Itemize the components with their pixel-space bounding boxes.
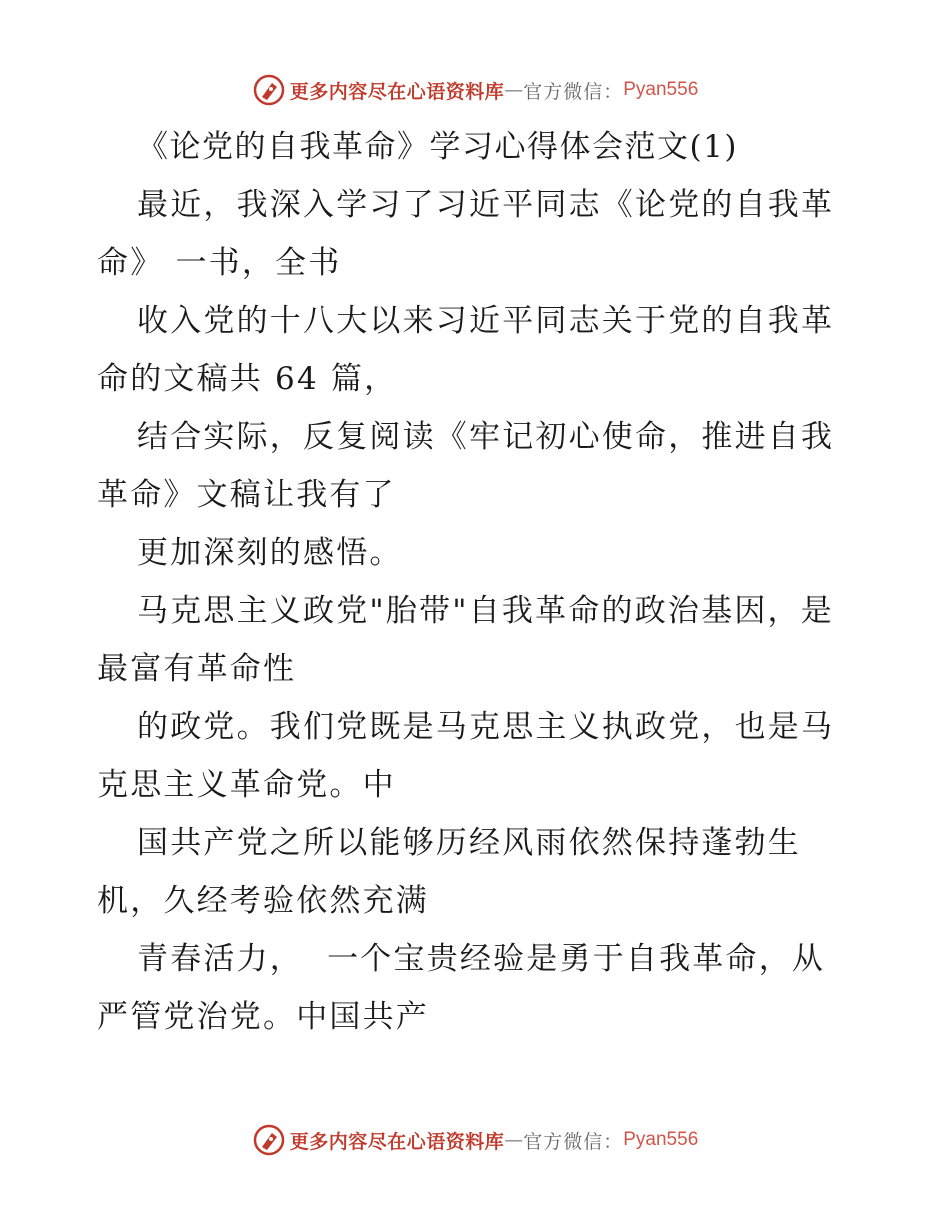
paragraph-line: 最富有革命性 [97, 651, 297, 687]
footer-watermark [0, 1120, 950, 1160]
paragraph-line: 的政党。我们党既是马克思主义执政党，也是马 [137, 709, 835, 745]
watermark-label: 官方微信： [523, 1130, 624, 1153]
watermark-separator: — [504, 79, 524, 101]
paragraph-line: 结合实际，反复阅读《牢记初心使命，推进自我 [137, 419, 835, 455]
paragraph-line: 命的文稿共 64 篇， [97, 361, 398, 397]
paragraph-line: 更加深刻的感悟。 [137, 535, 403, 571]
watermark-brand: 更多内容尽在心语资料库 [289, 80, 505, 103]
paragraph-line: 机，久经考验依然充满 [97, 883, 429, 919]
paragraph-line: 国共产党之所以能够历经风雨依然保持蓬勃生 [137, 825, 801, 861]
watermark-wechat-id: Pyan556 [623, 79, 699, 100]
paragraph-line: 最近，我深入学习了习近平同志《论党的自我革 [137, 187, 835, 223]
document-body [97, 118, 857, 1046]
paragraph-line: 命》 一书，全书 [97, 245, 342, 281]
pen-nib-logo-icon [252, 1123, 286, 1157]
watermark-brand: 更多内容尽在心语资料库 [289, 1130, 505, 1153]
watermark-separator: — [504, 1129, 524, 1151]
paragraph-line: 马克思主义政党"胎带"自我革命的政治基因，是 [137, 593, 834, 629]
pen-nib-logo-icon [252, 73, 286, 107]
watermark-label: 官方微信： [523, 80, 624, 103]
paragraph-line: 收入党的十八大以来习近平同志关于党的自我革 [137, 303, 835, 339]
watermark-wechat-id: Pyan556 [623, 1129, 699, 1150]
document-title: 《论党的自我革命》学习心得体会范文(1) [137, 129, 738, 165]
paragraph-line: 青春活力， 一个宝贵经验是勇于自我革命，从 [137, 941, 826, 977]
header-watermark [0, 70, 950, 110]
paragraph-line: 克思主义革命党。中 [97, 767, 396, 803]
paragraph-line: 严管党治党。中国共产 [97, 999, 429, 1035]
paragraph-line: 革命》文稿让我有了 [97, 477, 396, 513]
